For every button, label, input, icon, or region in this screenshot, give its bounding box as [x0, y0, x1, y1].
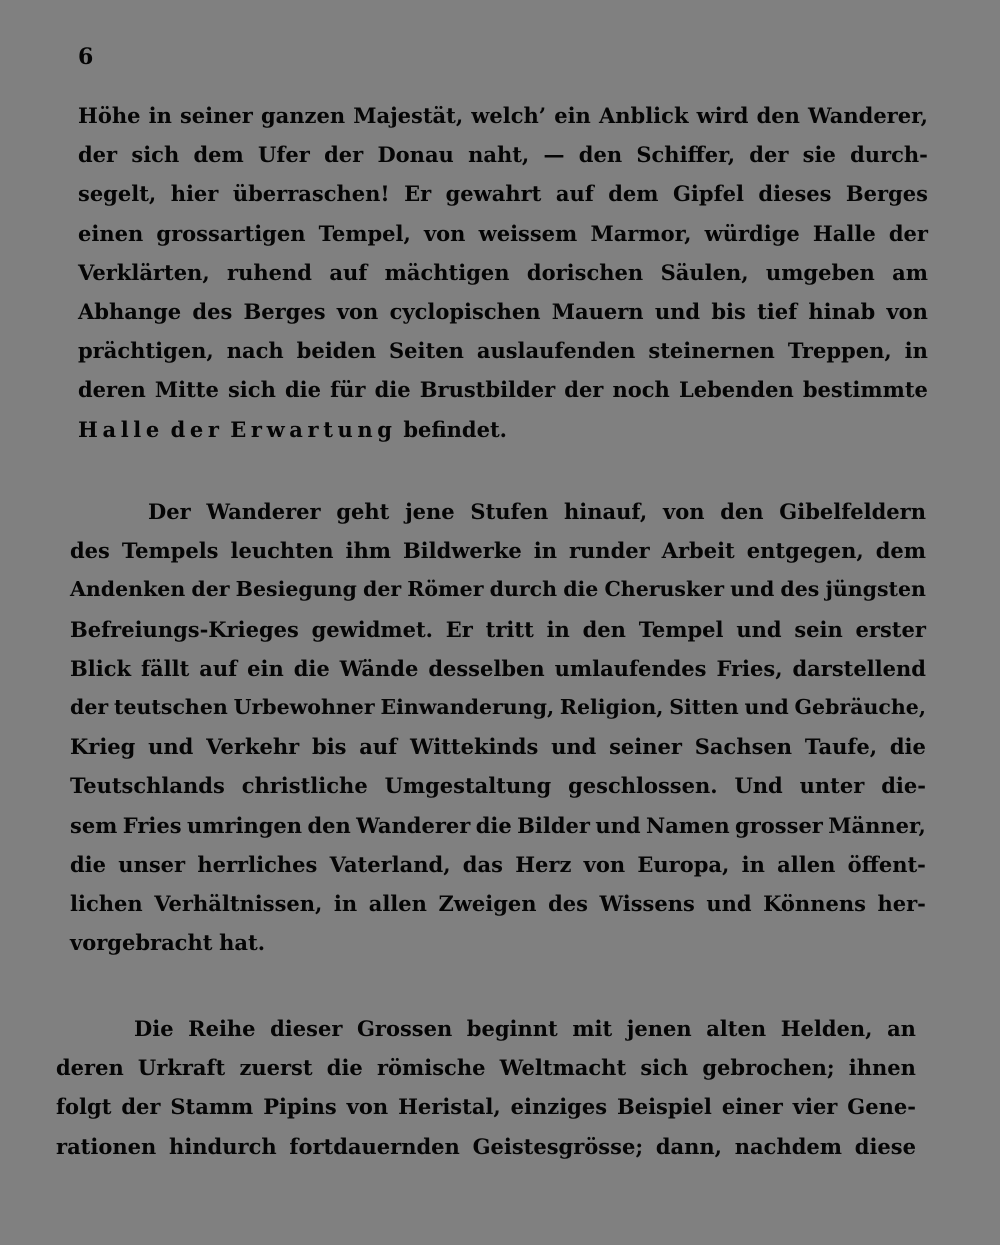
paragraph-2 — [70, 492, 926, 962]
word: naht, — [468, 142, 530, 168]
word: weissem — [478, 220, 578, 246]
word: auf — [555, 181, 594, 207]
word: dem — [193, 142, 244, 168]
word: am — [892, 259, 928, 285]
word: mit — [572, 1016, 613, 1041]
word: bis — [711, 298, 746, 324]
word: der — [362, 577, 402, 602]
word: einer — [721, 1094, 783, 1120]
word: Bilder — [517, 812, 590, 838]
word: entgegen, — [746, 538, 864, 564]
word: Erwartung — [230, 416, 397, 442]
word: des — [548, 890, 588, 916]
word: Cherusker — [604, 577, 725, 602]
word: tritt — [485, 616, 534, 642]
word: Lebenden — [678, 377, 794, 403]
word: Grossen — [356, 1016, 453, 1041]
word: für — [330, 377, 366, 403]
word: in — [148, 103, 172, 128]
word: Treppen, — [787, 338, 892, 364]
word: würdige — [704, 220, 800, 246]
word: Gene- — [847, 1094, 916, 1120]
word: einen — [78, 220, 144, 246]
text-line — [78, 410, 928, 449]
word: der — [170, 416, 224, 442]
word: Teutschlands — [70, 773, 225, 799]
word: gebrochen; — [702, 1055, 835, 1081]
word: bestimmte — [802, 377, 928, 403]
word: Religion, — [559, 694, 664, 719]
word: Höhe — [78, 103, 141, 128]
word: Geistesgrösse; — [472, 1133, 644, 1159]
word: Namen — [646, 812, 730, 838]
word: der — [324, 142, 364, 168]
word: gewidmet. — [311, 616, 433, 642]
word: und — [730, 577, 775, 602]
word: folgt — [56, 1094, 112, 1120]
word: Er — [445, 616, 473, 642]
text-line — [70, 610, 926, 649]
text-line — [78, 292, 928, 331]
word: der — [121, 1094, 161, 1120]
word: leuchten — [230, 538, 334, 564]
word: der — [888, 220, 928, 246]
word: ein — [247, 655, 284, 681]
word: Brustbilder — [419, 377, 556, 403]
word: grosser — [735, 812, 823, 838]
word: — — [543, 142, 565, 168]
word: und — [736, 616, 782, 642]
word: Tempels — [121, 538, 219, 564]
word: jüngsten — [825, 577, 926, 602]
word: prächtigen, — [78, 338, 214, 364]
word: Gibelfeldern — [779, 499, 926, 524]
word: mächtigen — [384, 259, 510, 285]
word: hinauf, — [563, 499, 648, 524]
word: in — [546, 616, 570, 642]
word: dann, — [655, 1133, 722, 1159]
word: segelt, — [78, 181, 157, 207]
word: in — [333, 890, 358, 916]
word: beiden — [296, 338, 376, 364]
word: die — [326, 1055, 363, 1081]
word: die — [563, 577, 599, 602]
word: durch — [489, 577, 558, 602]
word: Und — [734, 773, 783, 799]
word: befindet. — [403, 416, 507, 442]
word: alten — [706, 1016, 767, 1041]
word: und — [654, 298, 701, 324]
word: Tempel — [638, 616, 724, 642]
text-line — [78, 174, 928, 213]
word: durch- — [850, 142, 928, 168]
word: an — [887, 1016, 916, 1041]
word: ihnen — [848, 1055, 916, 1081]
word: Berges — [845, 181, 928, 207]
text-line — [56, 1127, 916, 1166]
text-line — [70, 845, 926, 884]
word: noch — [612, 377, 670, 403]
word: Mitte — [154, 377, 219, 403]
word: Er — [404, 181, 432, 207]
word: welch’ — [471, 103, 547, 128]
word: dorischen — [526, 259, 644, 285]
word: christliche — [241, 773, 368, 799]
word: der — [78, 142, 118, 168]
word: deren — [56, 1055, 124, 1081]
page-number: 6 — [78, 44, 94, 70]
word: von — [583, 851, 626, 877]
word: Anblick — [598, 103, 689, 128]
word: Wissens — [599, 890, 695, 916]
word: jene — [405, 499, 455, 524]
word: Schiffer, — [636, 142, 736, 168]
word: dieser — [270, 1016, 343, 1041]
word: einziges — [510, 1094, 608, 1120]
word: sich — [640, 1055, 689, 1081]
word: Männer, — [828, 812, 926, 838]
word: des — [780, 577, 820, 602]
word: der — [70, 694, 109, 719]
word: Umgestaltung — [384, 773, 552, 799]
word: sein — [794, 616, 843, 642]
word: in — [904, 338, 928, 364]
word: allen — [368, 890, 427, 916]
word: gewahrt — [445, 181, 542, 207]
text-line — [78, 135, 928, 174]
word: Zweigen — [438, 890, 537, 916]
word: hindurch — [169, 1133, 277, 1159]
word: erster — [855, 616, 926, 642]
word: umlaufendes — [554, 655, 707, 681]
word: nachdem — [734, 1133, 842, 1159]
word: herrliches — [197, 851, 318, 877]
word: tief — [757, 298, 798, 324]
word: Pipins — [263, 1094, 337, 1120]
word: der — [564, 377, 604, 403]
word: grossartigen — [156, 220, 306, 246]
word: des — [192, 298, 233, 324]
text-line — [70, 688, 926, 727]
word: auf — [329, 259, 368, 285]
word: Gipfel — [672, 181, 744, 207]
word: des — [70, 538, 110, 564]
word: und — [551, 734, 597, 760]
text-line — [70, 492, 926, 531]
word: diese — [854, 1133, 916, 1159]
word: und — [744, 694, 789, 719]
word: Majestät, — [353, 103, 464, 128]
text-line — [70, 649, 926, 688]
word: von — [886, 298, 928, 324]
word: bis — [312, 734, 347, 760]
paragraph-3 — [56, 1009, 916, 1166]
word: hier — [170, 181, 219, 207]
word: Seiten — [389, 338, 464, 364]
paragraph-1 — [78, 96, 928, 449]
word: von — [663, 499, 705, 524]
word: Gebräuche, — [794, 694, 926, 719]
word: auf — [199, 655, 238, 681]
word: lichen — [70, 890, 143, 916]
word: von — [423, 220, 466, 246]
word: sich — [227, 377, 276, 403]
word: Halle — [78, 416, 164, 442]
word: Sitten — [669, 694, 739, 719]
word: Wände — [339, 655, 419, 681]
word: Stufen — [470, 499, 549, 524]
word: fällt — [141, 655, 190, 681]
word: jenen — [626, 1016, 692, 1041]
word: die — [475, 812, 512, 838]
word: ganzen — [260, 103, 346, 128]
word: die — [293, 655, 330, 681]
word: Verklärten, — [78, 259, 210, 285]
text-line — [70, 806, 926, 845]
word: den — [756, 103, 800, 128]
word: vier — [792, 1094, 838, 1120]
word: in — [533, 538, 557, 564]
word: seiner — [179, 103, 253, 128]
word: Wanderer, — [808, 103, 928, 128]
word: Verhältnissen, — [154, 890, 323, 916]
text-line — [78, 331, 928, 370]
word: Heristal, — [398, 1094, 501, 1120]
word: Verkehr — [206, 734, 300, 760]
text-line — [56, 1087, 916, 1126]
word: umgeben — [765, 259, 875, 285]
word: seiner — [609, 734, 682, 760]
word: Säulen, — [660, 259, 749, 285]
word: und — [595, 812, 641, 838]
word: dem — [608, 181, 659, 207]
word: Die — [134, 1016, 174, 1041]
word: Tempel, — [318, 220, 411, 246]
word: beginnt — [466, 1016, 558, 1041]
word: Blick — [70, 655, 132, 681]
word: auf — [359, 734, 398, 760]
word: dem — [875, 538, 926, 564]
word: darstellend — [792, 655, 926, 681]
word: Könnens — [763, 890, 866, 916]
text-line — [70, 884, 926, 923]
word: die — [374, 377, 411, 403]
word: Helden, — [780, 1016, 873, 1041]
word: Taufe, — [804, 734, 878, 760]
word: Urbewohner — [233, 694, 375, 719]
word: den — [307, 812, 351, 838]
word: Andenken — [70, 577, 186, 602]
text-line — [70, 727, 926, 766]
word: umringen — [186, 812, 303, 838]
word: Reihe — [188, 1016, 256, 1041]
word: Marmor, — [590, 220, 692, 246]
word: und — [706, 890, 752, 916]
word: Wittekinds — [410, 734, 539, 760]
word: hinab — [808, 298, 876, 324]
word: Herz — [515, 851, 572, 877]
text-line — [70, 923, 926, 962]
word: fortdauernden — [289, 1133, 460, 1159]
word: desselben — [428, 655, 545, 681]
word: die- — [881, 773, 926, 799]
word: steinernen — [648, 338, 775, 364]
word: und — [148, 734, 194, 760]
word: die — [284, 377, 321, 403]
word: Krieg — [70, 734, 136, 760]
word: Halle — [812, 220, 876, 246]
word: überraschen! — [232, 181, 390, 207]
word: Sachsen — [694, 734, 793, 760]
word: runder — [568, 538, 650, 564]
word: Berges — [243, 298, 326, 324]
word: unter — [799, 773, 865, 799]
word: auslaufenden — [476, 338, 636, 364]
word: Der — [148, 499, 191, 524]
text-line — [70, 531, 926, 570]
word: Beispiel — [616, 1094, 712, 1120]
word: wird — [696, 103, 749, 128]
text-line — [78, 253, 928, 292]
word: den — [720, 499, 764, 524]
word: römische — [376, 1055, 486, 1081]
word: deren — [78, 377, 146, 403]
word: Arbeit — [661, 538, 735, 564]
text-line — [78, 214, 928, 253]
word: der — [749, 142, 789, 168]
word: den — [578, 142, 623, 168]
word: ihm — [345, 538, 391, 564]
word: allen — [777, 851, 836, 877]
word: Mauern — [551, 298, 644, 324]
word: Römer — [407, 577, 484, 602]
word: Fries, — [716, 655, 783, 681]
word: sie — [802, 142, 836, 168]
word: Wanderer — [356, 812, 471, 838]
text-line — [56, 1009, 916, 1048]
word: ein — [554, 103, 591, 128]
word: Abhange — [78, 298, 182, 324]
word: Fries — [122, 812, 182, 838]
word: die — [889, 734, 926, 760]
word: zuerst — [239, 1055, 313, 1081]
word: die — [70, 851, 107, 877]
word: unser — [118, 851, 186, 877]
word: Besiegung — [235, 577, 357, 602]
word: vorgebracht — [70, 930, 213, 956]
word: geht — [336, 499, 390, 524]
word: sich — [131, 142, 180, 168]
text-line — [70, 570, 926, 609]
word: öffent- — [847, 851, 926, 877]
word: dieses — [758, 181, 832, 207]
text-line — [78, 96, 928, 135]
word: das — [462, 851, 503, 877]
word: Einwanderung, — [380, 694, 555, 719]
word: Wanderer — [206, 499, 321, 524]
word: her- — [877, 890, 926, 916]
word: in — [741, 851, 765, 877]
word: rationen — [56, 1133, 157, 1159]
word: geschlossen. — [568, 773, 718, 799]
word: nach — [226, 338, 284, 364]
word: Vaterland, — [329, 851, 451, 877]
text-line — [56, 1048, 916, 1087]
word: den — [582, 616, 626, 642]
word: teutschen — [114, 694, 228, 719]
word: ruhend — [227, 259, 312, 285]
word: Ufer — [258, 142, 310, 168]
word: Weltmacht — [499, 1055, 627, 1081]
word: sem — [70, 812, 118, 838]
word: hat. — [219, 930, 266, 956]
word: Bildwerke — [402, 538, 522, 564]
word: der — [191, 577, 230, 602]
word: Urkraft — [137, 1055, 226, 1081]
word: Befreiungs-Krieges — [70, 616, 299, 642]
word: Donau — [377, 142, 454, 168]
text-line — [78, 370, 928, 409]
word: Stamm — [170, 1094, 254, 1120]
text-line — [70, 766, 926, 805]
word: Europa, — [637, 851, 730, 877]
word: von — [346, 1094, 389, 1120]
word: von — [336, 298, 379, 324]
word: cyclopischen — [389, 298, 541, 324]
